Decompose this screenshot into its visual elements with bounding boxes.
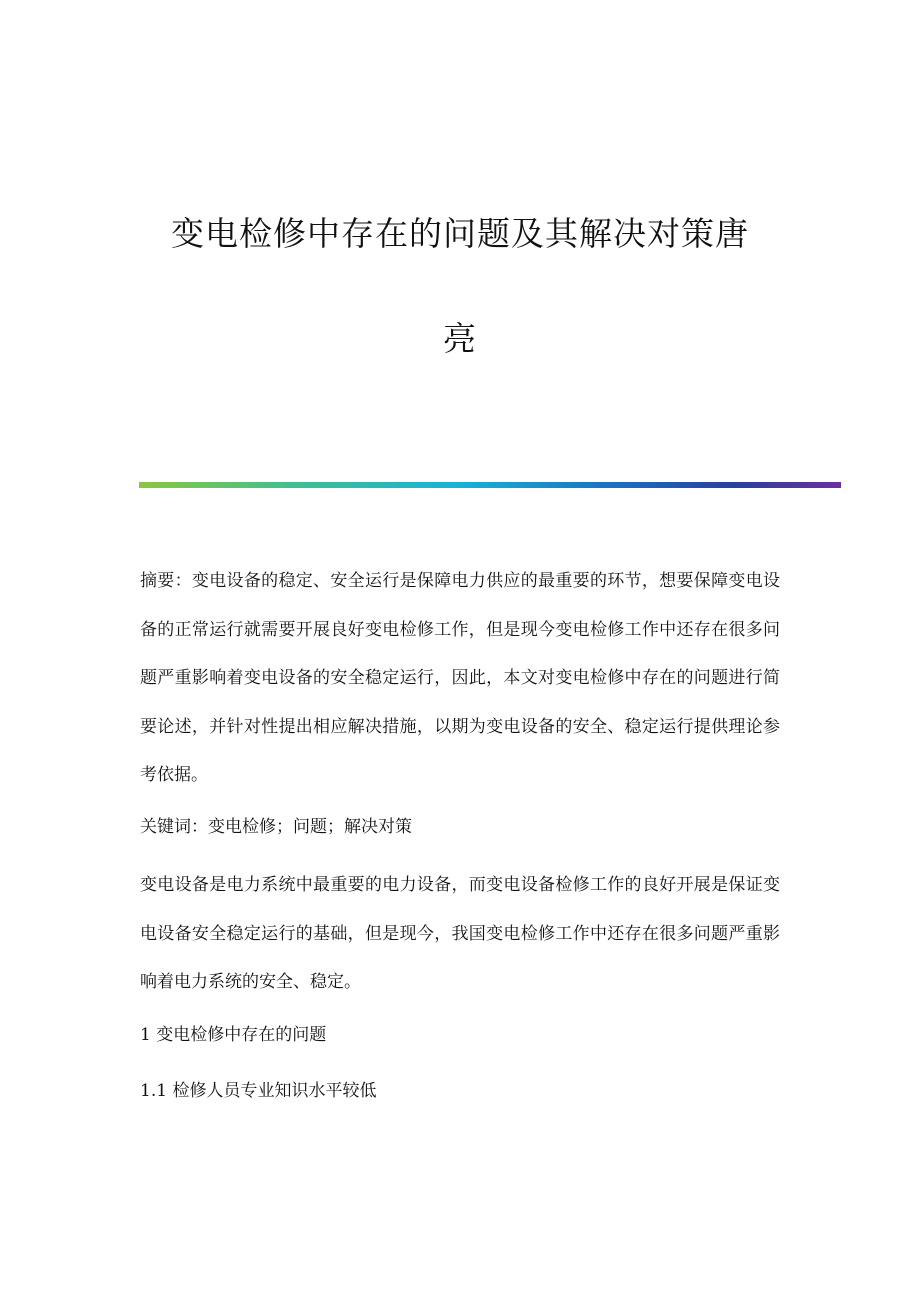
title-line-2: 亮 — [443, 319, 477, 358]
abstract-paragraph: 摘要：变电设备的稳定、安全运行是保障电力供应的最重要的环节，想要保障变电设备的正常运行就需要开展良好变电检修工作，但是现今变电检修工作中还存在很多问题严重影响着变电设备的安全稳定运行，因此，本文对变电检修中存在的问题进行简要论述，并针对性提出相应解决措施，以期为变电设备的安全、稳定运行提供理论参考依据。 — [140, 571, 780, 785]
section-heading-1: 1 变电检修中存在的问题 — [140, 1025, 327, 1045]
intro-paragraph: 变电设备是电力系统中最重要的电力设备，而变电设备检修工作的良好开展是保证变电设备安全稳定运行的基础，但是现今，我国变电检修工作中还存在很多问题严重影响着电力系统的安全、稳定。 — [140, 875, 780, 992]
keywords-line: 关键词：变电检修；问题；解决对策 — [140, 817, 412, 837]
section-heading-1-1: 1.1 检修人员专业知识水平较低 — [140, 1081, 377, 1101]
gradient-divider — [139, 482, 841, 488]
title-line-1: 变电检修中存在的问题及其解决对策唐 — [171, 214, 749, 253]
